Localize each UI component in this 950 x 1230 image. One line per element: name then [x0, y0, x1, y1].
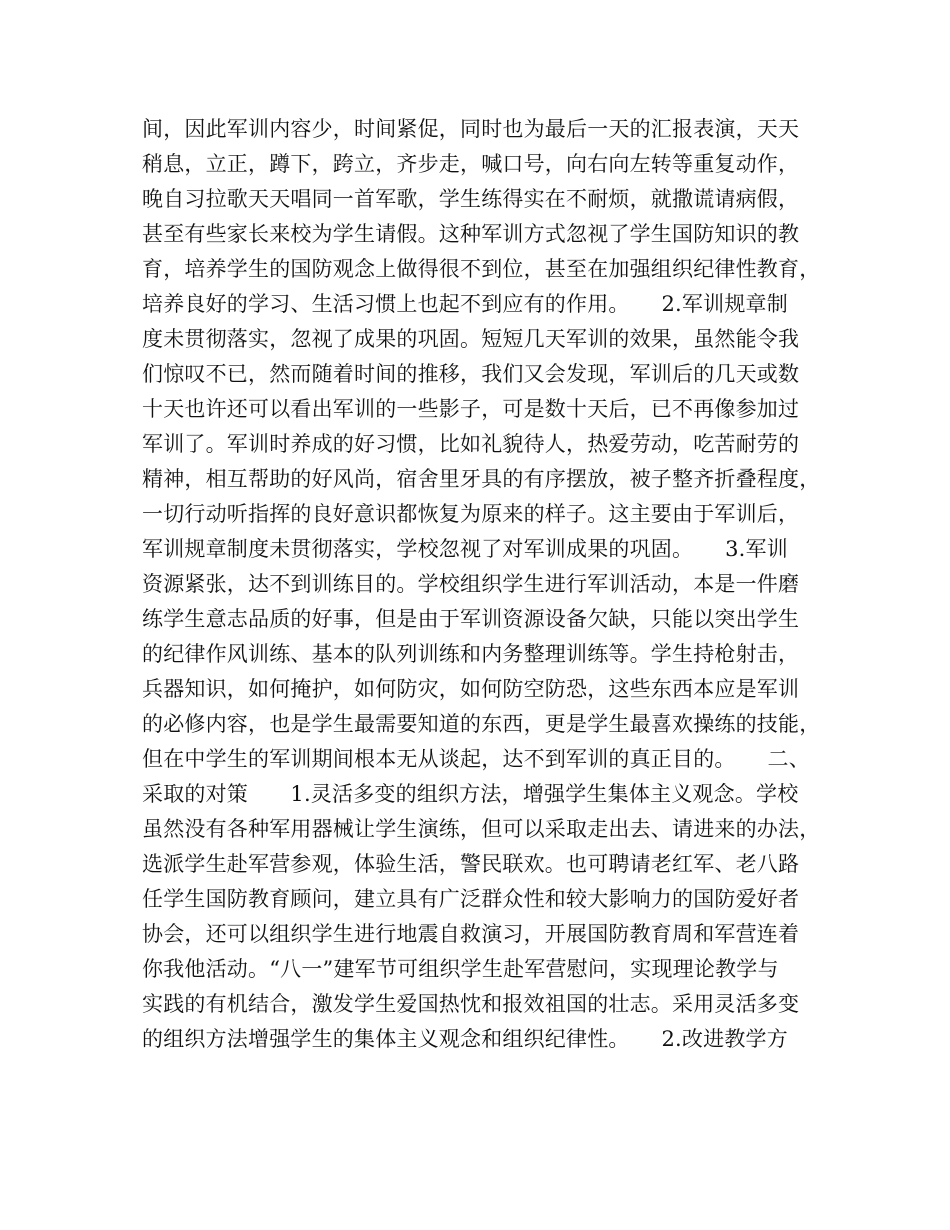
text-line: 兵器知识，如何掩护，如何防灾，如何防空防恐，这些东西本应是军训 — [142, 677, 800, 701]
text-line: 任学生国防教育顾问，建立具有广泛群众性和较大影响力的国防爱好者 — [142, 887, 800, 911]
text-line: 的纪律作风训练、基本的队列训练和内务整理训练等。学生持枪射击， — [142, 642, 800, 666]
text-line: 的组织方法增强学生的集体主义观念和组织纪律性。 2.改进教学方 — [142, 1027, 788, 1051]
text-line: 你我他活动。“八一”建军节可组织学生赴军营慰问，实现理论教学与 — [142, 957, 779, 981]
text-line: 练学生意志品质的好事，但是由于军训资源设备欠缺，只能以突出学生 — [142, 607, 800, 631]
text-line: 育，培养学生的国防观念上做得很不到位，甚至在加强组织纪律性教育， — [142, 257, 821, 281]
text-line: 们惊叹不已，然而随着时间的推移，我们又会发现，军训后的几天或数 — [142, 362, 800, 386]
text-line: 协会，还可以组织学生进行地震自救演习，开展国防教育周和军营连着 — [142, 922, 800, 946]
text-line: 培养良好的学习、生活习惯上也起不到应有的作用。 2.军训规章制 — [142, 292, 788, 316]
text-line: 但在中学生的军训期间根本无从谈起，达不到军训的真正目的。 二、 — [142, 747, 810, 771]
text-line: 实践的有机结合，激发学生爱国热忱和报效祖国的壮志。采用灵活多变 — [142, 992, 800, 1016]
text-line: 的必修内容，也是学生最需要知道的东西，更是学生最喜欢操练的技能， — [142, 712, 821, 736]
text-line: 甚至有些家长来校为学生请假。这种军训方式忽视了学生国防知识的教 — [142, 222, 800, 246]
text-line: 晚自习拉歌天天唱同一首军歌，学生练得实在不耐烦，就撒谎请病假， — [142, 187, 800, 211]
text-line: 十天也许还可以看出军训的一些影子，可是数十天后，已不再像参加过 — [142, 397, 800, 421]
text-line: 稍息，立正，蹲下，跨立，齐步走，喊口号，向右向左转等重复动作， — [142, 152, 800, 176]
text-line: 虽然没有各种军用器械让学生演练，但可以采取走出去、请进来的办法， — [142, 817, 821, 841]
text-line: 军训了。军训时养成的好习惯，比如礼貌待人，热爱劳动，吃苦耐劳的 — [142, 432, 800, 456]
text-line: 选派学生赴军营参观，体验生活，警民联欢。也可聘请老红军、老八路 — [142, 852, 800, 876]
text-line: 采取的对策 1.灵活多变的组织方法，增强学生集体主义观念。学校 — [142, 782, 799, 806]
text-line: 军训规章制度未贯彻落实，学校忽视了对军训成果的巩固。 3.军训 — [142, 537, 788, 561]
text-line: 精神，相互帮助的好风尚，宿舍里牙具的有序摆放，被子整齐折叠程度， — [142, 467, 821, 491]
body-text — [142, 112, 832, 1057]
text-line: 度未贯彻落实，忽视了成果的巩固。短短几天军训的效果，虽然能令我 — [142, 327, 800, 351]
text-line: 一切行动听指挥的良好意识都恢复为原来的样子。这主要由于军训后， — [142, 502, 800, 526]
text-line: 资源紧张，达不到训练目的。学校组织学生进行军训活动，本是一件磨 — [142, 572, 800, 596]
text-line: 间，因此军训内容少，时间紧促，同时也为最后一天的汇报表演，天天 — [142, 117, 800, 141]
